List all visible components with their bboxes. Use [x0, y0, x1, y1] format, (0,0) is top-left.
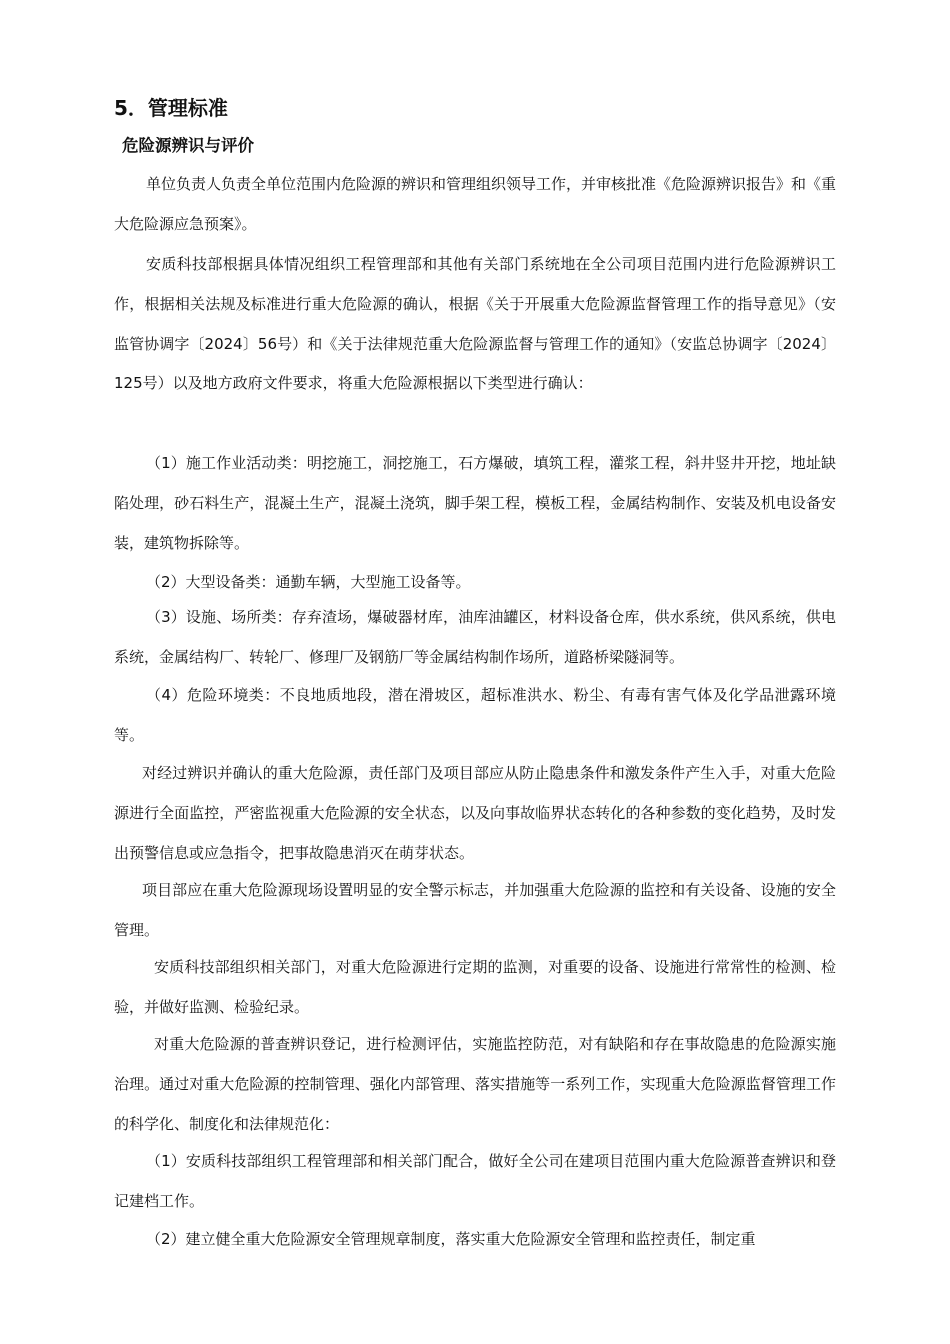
subsection-title: 危险源辨识与评价 [122, 136, 254, 155]
paragraph-responsibility: 单位负责人负责全单位范围内危险源的辨识和管理组织领导工作，并审核批准《危险源辨识报告》和《重大危险源应急预案》。 [114, 175, 837, 233]
paragraph-category-2: （2）大型设备类：通勤车辆，大型施工设备等。 [146, 573, 471, 591]
paragraph-category-1: （1）施工作业活动类：明挖施工，洞挖施工，石方爆破，填筑工程，灌浆工程，斜井竖井开挖，地址缺陷处理，砂石料生产，混凝土生产，混凝土浇筑，脚手架工程，模板工程，金属结构制作、安装及机电设备安装，建筑物拆除等。 [114, 454, 836, 552]
section-title: 5．管理标准 [114, 96, 228, 120]
paragraph-identification: 安质科技部根据具体情况组织工程管理部和其他有关部门系统地在全公司项目范围内进行危险源辨识工作，根据相关法规及标准进行重大危险源的确认，根据《关于开展重大危险源监督管理工作的指导意见》（安监管协调字〔2024〕56号）和《关于法律规范重大危险源监督与管理工作的通知》（安监总协调字〔2024〕125号）以及地方政府文件要求，将重大危险源根据以下类型进行确认： [114, 255, 836, 393]
paragraph-measure-1: （1）安质科技部组织工程管理部和相关部门配合，做好全公司在建项目范围内重大危险源普查辨识和登记建档工作。 [114, 1152, 836, 1210]
paragraph-monitoring: 对经过辨识并确认的重大危险源，责任部门及项目部应从防止隐患条件和激发条件产生入手，对重大危险源进行全面监控，严密监视重大危险源的安全状态，以及向事故临界状态转化的各种参数的变化趋势，及时发出预警信息或应急指令，把事故隐患消灭在萌芽状态。 [114, 764, 836, 862]
paragraph-category-3: （3）设施、场所类：存弃渣场，爆破器材库，油库油罐区，材料设备仓库，供水系统，供风系统，供电系统，金属结构厂、转轮厂、修理厂及钢筋厂等金属结构制作场所，道路桥梁隧洞等。 [114, 608, 836, 666]
paragraph-inspection: 安质科技部组织相关部门，对重大危险源进行定期的监测，对重要的设备、设施进行常常性的检测、检验，并做好监测、检验纪录。 [114, 958, 836, 1016]
paragraph-category-4: （4）危险环境类：不良地质地段，潜在滑坡区，超标准洪水、粉尘、有毒有害气体及化学品泄露环境等。 [114, 686, 836, 744]
paragraph-warning-signs: 项目部应在重大危险源现场设置明显的安全警示标志，并加强重大危险源的监控和有关设备、设施的安全管理。 [114, 881, 836, 939]
paragraph-measure-2: （2）建立健全重大危险源安全管理规章制度，落实重大危险源安全管理和监控责任，制定重 [146, 1230, 756, 1248]
paragraph-governance: 对重大危险源的普查辨识登记，进行检测评估，实施监控防范，对有缺陷和存在事故隐患的危险源实施治理。通过对重大危险源的控制管理、强化内部管理、落实措施等一系列工作，实现重大危险源监督管理工作的科学化、制度化和法律规范化： [114, 1035, 836, 1133]
